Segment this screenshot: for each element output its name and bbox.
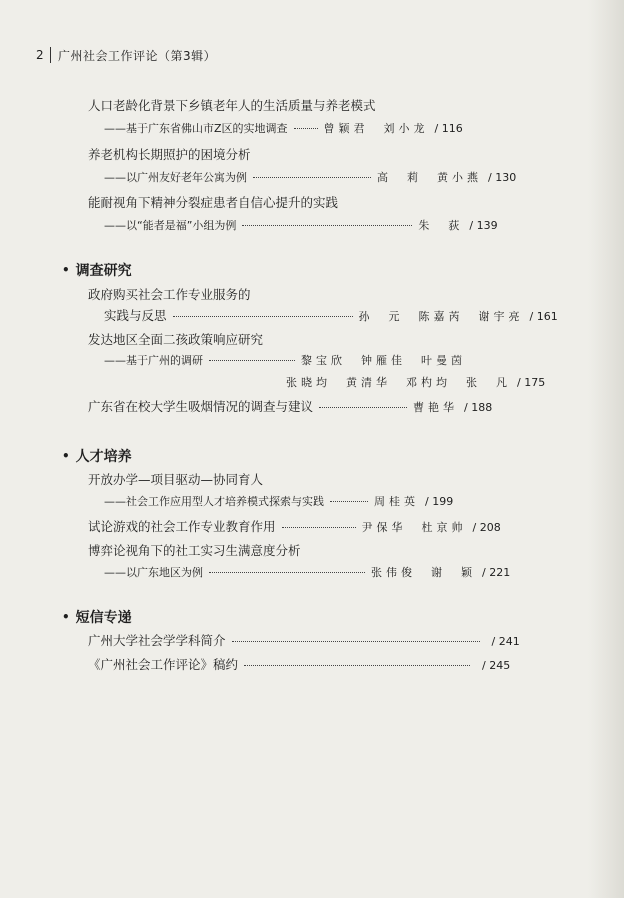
toc-entry-authors: 张晓均 黄清华 邓杓均 张 凡 <box>286 376 511 389</box>
toc-entry-authors: 孙 元 陈嘉芮 谢宇亮 <box>358 310 524 323</box>
toc-entry-line <box>104 493 453 509</box>
toc-entry-title: 养老机构长期照护的困境分析 <box>88 147 251 162</box>
toc-entry-page: / 175 <box>517 376 546 389</box>
toc-entry-page: / 199 <box>425 495 454 508</box>
section-heading <box>62 446 132 466</box>
dot-leader <box>209 359 295 361</box>
toc-entry-title: 广东省在校大学生吸烟情况的调查与建议 <box>88 399 314 414</box>
running-header <box>36 46 216 64</box>
toc-entry-title: 广州大学社会学学科简介 <box>88 633 226 648</box>
toc-entry-title: 能耐视角下精神分裂症患者自信心提升的实践 <box>88 195 339 210</box>
toc-entry-subtitle: ——基于广州的调研 <box>104 354 203 367</box>
toc-entry-title: 《广州社会工作评论》稿约 <box>88 657 239 672</box>
dot-leader <box>232 640 480 642</box>
toc-entry-title: 试论游戏的社会工作专业教育作用 <box>88 519 276 534</box>
section-title: 短信专递 <box>75 610 132 626</box>
toc-entry-authors: 周桂英 <box>374 495 419 508</box>
toc-entry-title: 人口老龄化背景下乡镇老年人的生活质量与养老模式 <box>88 98 376 113</box>
toc-entry-page: / 188 <box>464 401 493 414</box>
bullet-icon: • <box>62 449 70 463</box>
page-number: 2 <box>36 48 44 62</box>
dot-leader <box>244 664 470 666</box>
dot-leader <box>330 500 368 502</box>
dot-leader <box>209 571 365 573</box>
toc-entry-title: 政府购买社会工作专业服务的 <box>88 287 251 302</box>
toc-entry-page: / 241 <box>491 635 520 648</box>
bullet-icon: • <box>62 263 70 277</box>
toc-entry-line <box>104 564 510 580</box>
toc-entry-title: 发达地区全面二孩政策响应研究 <box>88 332 264 347</box>
dot-leader <box>253 176 371 178</box>
toc-entry-line <box>88 631 520 649</box>
section-heading <box>62 607 132 627</box>
toc-entry-authors: 高 莉 黄小燕 <box>377 171 482 184</box>
section-title: 调查研究 <box>75 263 132 279</box>
toc-entry-subtitle: ——社会工作应用型人才培养模式探索与实践 <box>104 495 324 508</box>
toc-entry-line <box>104 352 466 368</box>
toc-entry-page: / 130 <box>488 171 517 184</box>
toc-entry-line <box>88 517 501 535</box>
toc-entry-line <box>286 374 545 390</box>
toc-entry-page: / 116 <box>434 122 463 135</box>
toc-entry-authors: 曾颖君 刘小龙 <box>323 122 429 135</box>
toc-entry-subtitle: ——以广州友好老年公寓为例 <box>104 171 247 184</box>
journal-title: 广州社会工作评论（第3辑） <box>58 48 217 63</box>
toc-entry-page: / 221 <box>482 566 511 579</box>
toc-entry-page: / 161 <box>529 310 558 323</box>
dot-leader <box>173 315 353 317</box>
toc-entry-title: 博弈论视角下的社工实习生满意度分析 <box>88 543 301 558</box>
toc-entry-page: / 139 <box>469 219 498 232</box>
bullet-icon: • <box>62 610 70 624</box>
toc-entry-authors: 黎宝欣 钟雁佳 叶曼茵 <box>301 354 466 367</box>
toc-entry-subtitle: ——以广东地区为例 <box>104 566 203 579</box>
section-heading <box>62 260 132 280</box>
dot-leader <box>282 526 356 528</box>
toc-entry-line <box>104 169 516 185</box>
toc-entry-page: / 245 <box>482 659 511 672</box>
toc-entry-subtitle: ——基于广东省佛山市Z区的实地调查 <box>104 122 288 135</box>
toc-entry-line <box>88 655 510 673</box>
toc-entry-page: / 208 <box>472 521 501 534</box>
page-spine-shadow <box>588 0 624 898</box>
toc-entry-authors: 张伟俊 谢 颖 <box>371 566 476 579</box>
toc-entry-title-cont: 实践与反思 <box>104 308 167 323</box>
toc-entry-subtitle: ——以“能者是福”小组为例 <box>104 219 237 232</box>
header-divider <box>50 47 51 63</box>
toc-entry-authors: 朱 荻 <box>418 219 464 232</box>
section-title: 人才培养 <box>75 449 132 465</box>
toc-entry-line <box>104 217 498 233</box>
toc-entry-line <box>104 120 532 136</box>
dot-leader <box>294 127 318 129</box>
toc-entry-line <box>104 306 558 324</box>
dot-leader <box>319 406 407 408</box>
toc-entry-title: 开放办学—项目驱动—协同育人 <box>88 472 264 487</box>
toc-entry-authors: 尹保华 杜京帅 <box>361 521 467 534</box>
toc-entry-authors: 曹艳华 <box>413 401 459 414</box>
dot-leader <box>242 224 412 226</box>
toc-entry-line <box>88 397 492 415</box>
